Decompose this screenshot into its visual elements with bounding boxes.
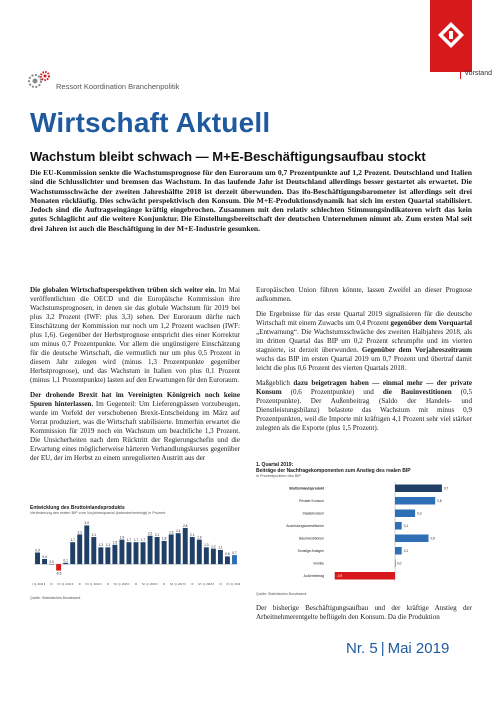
gdp-bar-label: 1,7 — [126, 538, 132, 542]
logo-mark-icon — [436, 20, 466, 50]
lead-paragraph: Die EU-Kommission senkte die Wachstumsprognose für den Euroraum um 0,7 Prozentpunkte auf 1,2 Prozent. Deutschland und Italien sind die Schlusslichter und bremsen das Wachstum. In das laufende Jahr ist Deutschland allerdings besser gestartet als erwartet. Die Wachstumsschwäche der zweiten Jahreshälfte 2018 ist derzeit überwunden. Das ifo-Beschäftigungsbarometer ist allerdings seit drei Monaten rückläufig. Dies schwächt perspektivisch den Konsum. Die M+E-Produktionsdynamik hat sich im ersten Quartal stabilisiert. Jedoch sind die Auftragseingänge kräftig eingebrochen. Zusammen mit den relativ schlechten Stimmungsindikatoren wirft das kein gutes Schlaglicht auf die weitere Konjunktur. Die Einstellungsbereitschaft der deutschen Unternehmen nimmt ab. Zum ersten Mal seit drei Jahren ist auch die Beschäftigung in der M+E-Industrie gesunken. — [30, 168, 472, 233]
contrib-category-label: Bauinvestitionen — [299, 536, 324, 541]
contrib-bar-label: -0,9 — [336, 573, 343, 578]
contrib-chart-subtitle: Beiträge der Nachfragekomponenten zum Anstieg des realen BIP — [256, 468, 411, 474]
gdp-bar-label: 1,7 — [140, 538, 146, 542]
contrib-category-label: Außenbeitrag — [303, 573, 324, 578]
contrib-bar — [395, 560, 396, 568]
gdp-bar-label: 2,3 — [168, 530, 174, 535]
gdp-tick-label: II — [100, 583, 102, 586]
right-p1e: wuchs das BIP im ersten Quartal 2019 um 0,7 Prozent und übertraf damit leicht die plus 0,6 Prozent des vierten Quartals 2018. — [256, 355, 472, 372]
gdp-tick-label: IV — [57, 583, 60, 586]
gdp-bar — [232, 555, 237, 564]
gdp-tick-label: I. Q. 2013 — [59, 583, 72, 586]
gdp-chart-source: Quelle: Statistisches Bundesamt — [30, 596, 81, 600]
gdp-chart-title: Entwicklung des Bruttoinlandsprodukts — [30, 505, 125, 511]
gdp-bar — [127, 542, 132, 564]
contrib-chart-subtitle2: in Prozentpunkten des BIP — [256, 474, 301, 478]
gdp-bar-label: 1,5 — [112, 540, 118, 545]
gdp-tick-label: II — [184, 583, 186, 586]
right-p2a: Maßgeblich — [256, 379, 294, 387]
page-subtitle: Wachstum bleibt schwach — M+E-Beschäftigungsaufbau stockt — [30, 149, 426, 164]
gdp-bar-label: 0,0 — [49, 559, 54, 564]
bottom-paragraph: Der bisherige Beschäftigungsaufbau und der kräftige Anstieg der Arbeitnehmerentgelte beflügeln den Konsum. Da die Produktion — [256, 604, 472, 621]
right-column — [256, 286, 472, 439]
contributions-chart — [256, 462, 472, 592]
page-title: Wirtschaft Aktuell — [30, 107, 271, 138]
footer-separator: | — [380, 640, 385, 657]
left-p1-text: Im Mai veröffentlichten die OECD und die Europäische Kommission ihre Wachstumsprognosen, in denen sie das globale Wachstum für 2019 bei plus 3,2 Prozent (IWF: plus 3,3) sehen. Der Euroraum dürfte nach Einschätzung der Kommission nur noch um 1,2 Prozent wachsen (IWF: plus 1,6). Gegenüber der Herbstprognose entspricht dies einer Korrektur um minus 0,7 Prozentpunkte. Vor allem die ungünstigere Einschätzung für die deutsche Wirtschaft, die vermutlich nur um plus 0,5 Prozent in diesem Jahr zulegen wird (minus 1,3 Prozentpunkte gegenüber Herbstprognose), und das Wachstum in Italien von plus 0,1 Prozent (minus 1,1 Prozentpunkte) lasten auf den Erwartungen für den Euroraum. — [30, 286, 240, 384]
contrib-bar-label: 0,1 — [403, 548, 409, 553]
gdp-bar-label: 1,1 — [218, 545, 223, 550]
gdp-tick-label: II — [71, 583, 74, 586]
gdp-tick-label: I. Q. 2018 — [200, 583, 213, 586]
gdp-bar — [105, 547, 110, 564]
gdp-bar — [190, 537, 195, 564]
gdp-tick-label: I. Q. 2015 — [116, 583, 128, 586]
contrib-category-label: Staatskonsum — [302, 511, 324, 516]
issue-date: Mai 2019 — [387, 640, 450, 657]
contrib-bar — [335, 572, 395, 580]
gdp-bar-label: 1,7 — [70, 538, 75, 542]
right-p1b: gegenüber dem Vorquartal — [390, 319, 472, 327]
gdp-tick-label: IV — [198, 583, 201, 586]
contrib-chart-source: Quelle: Statistisches Bundesamt — [256, 592, 307, 596]
gdp-bar — [42, 559, 47, 564]
contrib-bar — [395, 497, 435, 505]
gdp-bar — [98, 547, 103, 564]
gdp-bar-label: 1,3 — [98, 543, 104, 548]
gdp-chart-svg — [30, 515, 242, 599]
contrib-bar-label: 0,5 — [430, 536, 435, 541]
gdp-tick-label: III — [219, 583, 222, 586]
gdp-bar-label: 2,3 — [77, 530, 82, 535]
gdp-bar-label: 2,1 — [154, 532, 160, 537]
vorstand-label: Vorstand — [464, 70, 492, 77]
gdp-bar-label: 0,4 — [42, 554, 47, 559]
contrib-category-label: Privater Konsum — [298, 498, 324, 503]
gdp-bar — [162, 541, 167, 564]
gdp-tick-label: III — [191, 583, 194, 586]
contrib-category-label: Sonstige Anlagen — [297, 548, 324, 553]
gdp-bar — [63, 563, 68, 564]
ressort-header — [26, 68, 179, 91]
gdp-bar — [183, 528, 188, 564]
issue-number: Nr. 5 — [346, 640, 378, 657]
contrib-chart-svg — [256, 478, 472, 588]
gdp-chart — [30, 505, 242, 605]
gdp-tick-label: IV — [169, 583, 173, 586]
gdp-bar — [169, 534, 174, 564]
gdp-tick-label: III — [106, 583, 109, 586]
gdp-bar — [134, 542, 139, 564]
gdp-bar — [197, 540, 202, 564]
gdp-bar-label: 1,9 — [119, 535, 125, 540]
gdp-bar-label: 0,7 — [232, 550, 237, 555]
gdp-tick-label: II — [43, 583, 46, 586]
gdp-bar-label: 0,9 — [35, 548, 40, 553]
contrib-bar — [395, 522, 402, 530]
contrib-category-label: Ausrüstungsinvestitionen — [286, 523, 324, 528]
gdp-bar-label: 2,4 — [175, 528, 181, 533]
ressort-text: Ressort Koordination Branchenpolitik — [56, 82, 180, 91]
gdp-bar — [35, 553, 40, 565]
gdp-bar-label: 1,3 — [105, 543, 111, 548]
gdp-bar — [148, 536, 153, 564]
contrib-bar-label: 0,6 — [437, 498, 442, 503]
left-p1-bold: Die globalen Wirtschaftsperspektiven trüben sich weiter ein. — [30, 286, 217, 294]
right-p2b: dazu beigetragen haben — einmal mehr — der private Konsum — [256, 379, 473, 396]
gears-icon — [26, 70, 52, 90]
gdp-tick-label: I. Q. 2017 — [172, 583, 184, 586]
gdp-bar-label: 1,2 — [211, 544, 216, 549]
gdp-tick-label: I. Q. 2016 — [144, 583, 156, 586]
gdp-tick-label: II — [128, 583, 130, 586]
gdp-bar-label: 1,7 — [133, 538, 139, 542]
gdp-bar-label: 0,6 — [225, 552, 230, 557]
gdp-tick-label: III — [163, 583, 166, 586]
gdp-tick-label: IV — [85, 583, 88, 586]
contrib-bar-label: 0,0 — [397, 561, 402, 566]
gdp-bar — [112, 545, 117, 564]
issue-footer — [346, 640, 449, 657]
gdp-bar-label: 1,3 — [204, 543, 209, 548]
gdp-bar — [211, 549, 216, 564]
contrib-bar — [395, 547, 402, 555]
gdp-tick-label: I. Q. 2012 — [31, 583, 44, 586]
gdp-bar-label: 2,8 — [183, 523, 188, 528]
gdp-tick-label: III — [134, 583, 138, 586]
contrib-category-label: Bruttoinlandsprodukt — [289, 486, 324, 491]
gdp-bar — [218, 550, 223, 564]
gdp-bar-label: -0,5 — [55, 571, 62, 576]
right-paragraph-1 — [256, 310, 472, 373]
left-p2-bold: Der drohende Brexit hat im Vereinigten Königreich noch keine Spuren hinterlassen. — [30, 391, 240, 408]
gdp-tick-label: I. Q. 2014 — [88, 583, 100, 586]
contrib-bar-label: 0,1 — [403, 523, 409, 528]
gdp-bar — [119, 540, 124, 564]
gdp-bar — [204, 547, 209, 564]
gdp-chart-subtitle: Veränderung des realen BIP zum Vorjahresquartal (kalenderbereinigt) in Prozent — [30, 511, 166, 515]
gdp-bar — [141, 542, 146, 564]
gdp-bar-label: 2,2 — [147, 531, 153, 536]
gdp-bar — [91, 537, 96, 564]
gdp-bar-label: 1,8 — [161, 536, 167, 541]
gdp-tick-label: IV — [226, 583, 229, 586]
gdp-bar — [84, 525, 89, 564]
gdp-bar — [176, 533, 181, 564]
left-column — [30, 286, 240, 469]
gdp-tick-label: IV — [141, 583, 145, 586]
right-paragraph-2 — [256, 379, 472, 433]
contrib-bar — [395, 535, 429, 543]
gdp-bar — [225, 556, 230, 564]
left-p2-text: Im Gegenteil: Um Lieferengpässen vorzubeugen, wurde im Vorfeld der verschobenen Brexit-Entscheidung im März auf Vorrat produziert, was die Wirtschaft stabilisierte. Immerhin erwartet die Kommission für 2019 noch ein Wachstum um beachtliche 1,3 Prozent. Die Unsicherheiten nach dem Rücktritt der Regierungschefin und die Erwartung eines möglicherweise härteren Verhandlungskurses gegenüber der EU, der im Herbst zu einem unregulierten Austritt aus der — [30, 400, 240, 462]
gdp-bar-label: 1,9 — [197, 535, 202, 540]
right-p2c: (0,6 Prozentpunkte) und — [281, 388, 383, 396]
gdp-tick-label: II — [212, 583, 215, 586]
gdp-tick-label: I. Q. 2019 — [228, 583, 241, 586]
gdp-tick-label: II — [156, 583, 158, 586]
gdp-bar — [70, 542, 75, 564]
right-p2e: (0,5 Prozentpunkte). Der Außenbeitrag (Saldo der Handels- und Dienstleistungsbilanz) belastete das Wachstum mit minus 0,9 Prozentpunkten, weil die Importe mit kräftigen 4,1 Prozent sehr viel stärker zulegten als die Exporte (plus 1,5 Prozent). — [256, 388, 472, 432]
gdp-tick-label: III — [78, 583, 81, 586]
contrib-chart-title: 1. Quartal 2019: — [256, 462, 294, 468]
gdp-bar — [56, 564, 61, 570]
gdp-bar-label: 3,0 — [84, 521, 89, 526]
contrib-category-label: Vorräte — [313, 561, 324, 566]
right-p1d: Gegenüber dem Vorjahreszeitraum — [361, 346, 472, 354]
gdp-bar-label: 2,1 — [190, 532, 195, 537]
gdp-tick-label: III — [50, 583, 53, 586]
gdp-bar — [77, 534, 82, 564]
igmetall-logo — [430, 0, 472, 72]
right-p2d: die Bauinvestitionen — [382, 388, 452, 396]
gdp-bar-label: 0,1 — [63, 558, 68, 563]
right-p1a: Die Ergebnisse für das erste Quartal 2019 signalisieren für die deutsche Wirtschaft mit einem Zuwachs um 0,4 Prozent — [256, 310, 472, 327]
right-p1c: „Entwarnung“. Die Wachstumsschwäche des zweiten Halbjahres 2018, als im dritten Quartal das BIP um 0,2 Prozent schrumpfte und im vierten stagnierte, ist derzeit überwunden. — [256, 328, 472, 354]
gdp-bar — [155, 537, 160, 564]
contrib-bar — [395, 485, 442, 493]
gdp-tick-label: IV — [113, 583, 117, 586]
gdp-bar-label: 2,1 — [91, 532, 97, 537]
contrib-bar-label: 0,7 — [443, 486, 449, 491]
left-paragraph-1 — [30, 286, 240, 385]
contrib-bar — [395, 510, 415, 518]
right-paragraph-0: Europäischen Union führen könnte, lassen Zweifel an dieser Prognose aufkommen. — [256, 286, 472, 303]
left-paragraph-2 — [30, 391, 240, 463]
contrib-bar-label: 0,3 — [417, 511, 422, 516]
